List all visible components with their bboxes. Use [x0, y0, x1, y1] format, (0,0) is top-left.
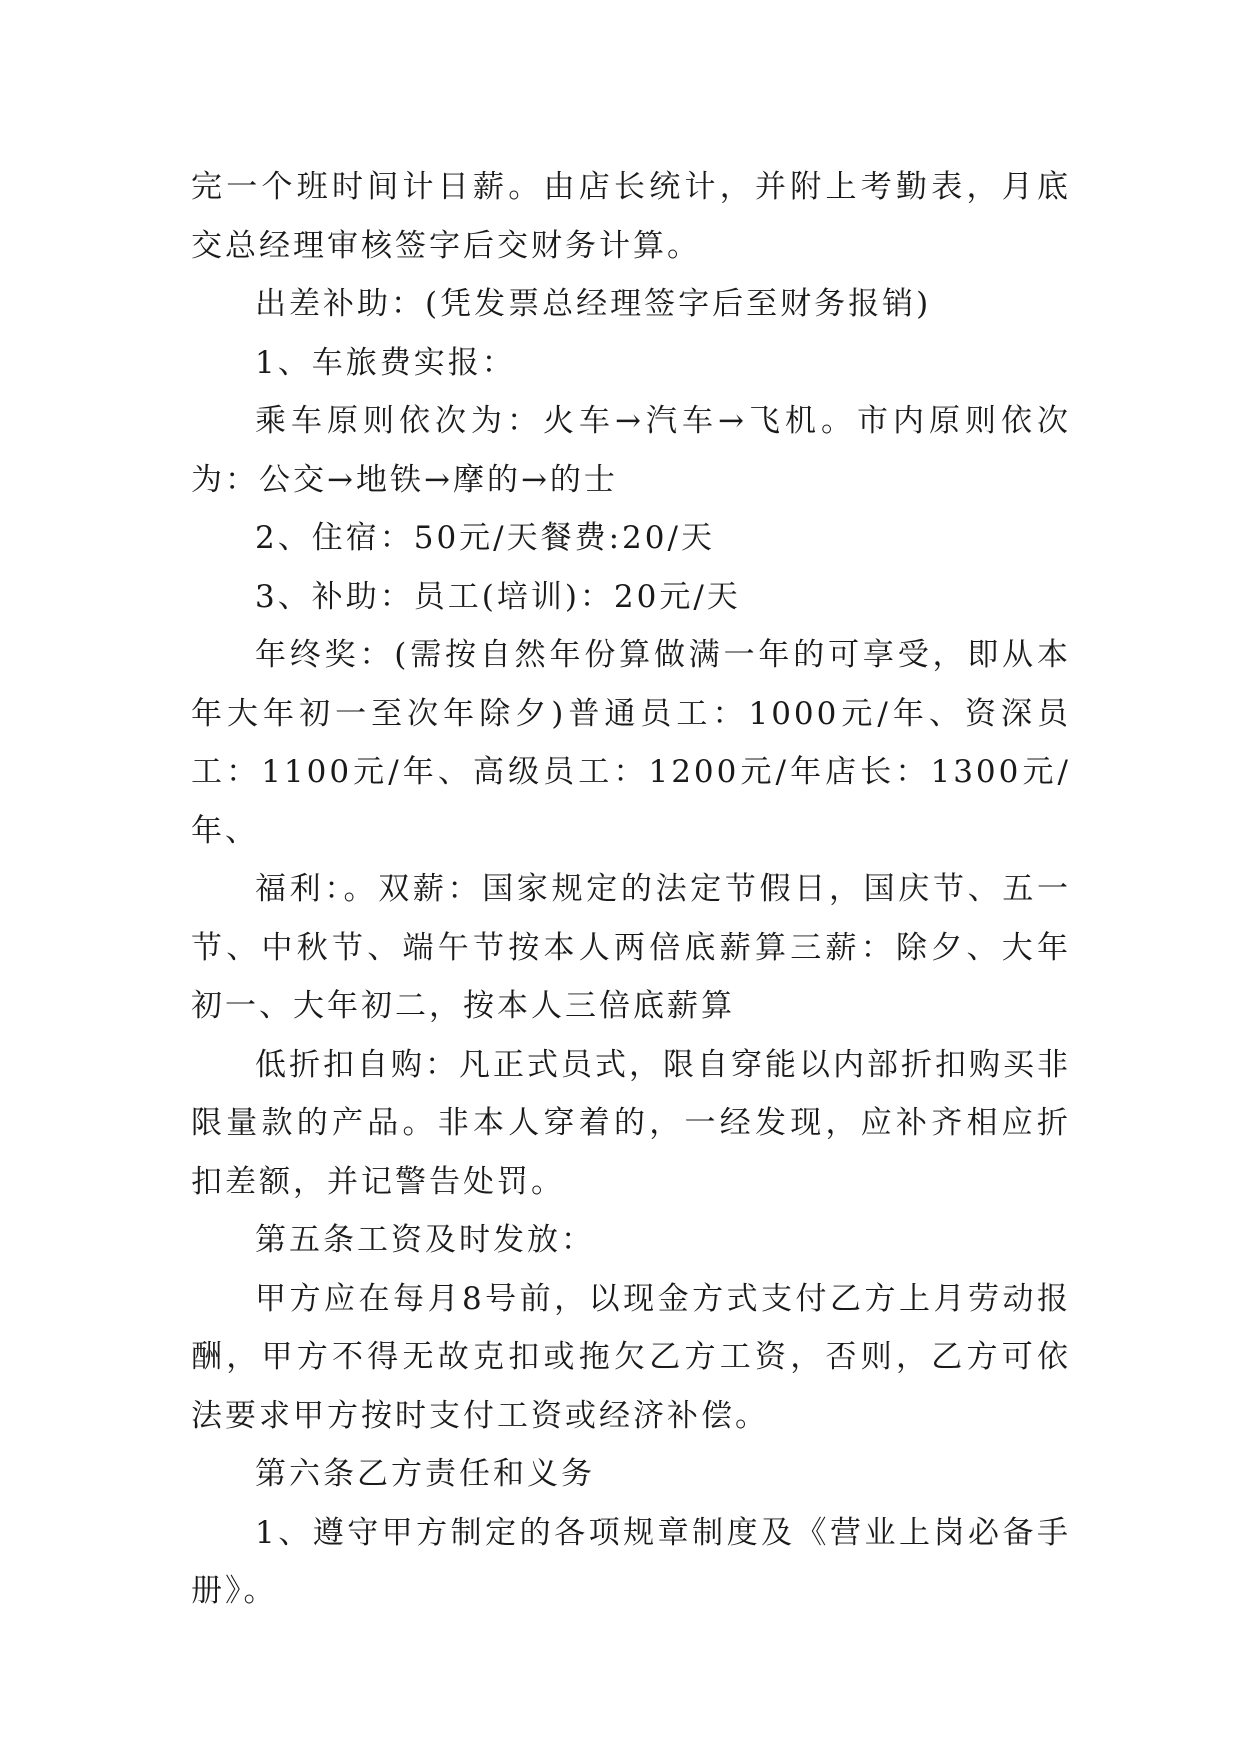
paragraph-year-end-bonus: 年终奖：(需按自然年份算做满一年的可享受，即从本年大年初一至次年除夕)普通员工：1000元/年、资深员工：1100元/年、高级员工：1200元/年店长：1300元/年、 [191, 637, 1071, 849]
paragraph-lodging: 2、住宿：50元/天餐费:20/天 [255, 520, 715, 556]
document-body [191, 158, 1071, 1621]
paragraph-article-five-title: 第五条工资及时发放： [255, 1222, 595, 1258]
paragraph-article-six-title: 第六条乙方责任和义务 [255, 1456, 595, 1492]
paragraph-article-six-item-one: 1、遵守甲方制定的各项规章制度及《营业上岗必备手册》。 [191, 1514, 1071, 1609]
paragraph-transport-rules: 乘车原则依次为：火车→汽车→飞机。市内原则依次为：公交→地铁→摩的→的士 [191, 403, 1071, 498]
paragraph-travel-expense: 1、车旅费实报： [255, 344, 516, 381]
paragraph-article-five-body: 甲方应在每月8号前，以现金方式支付乙方上月劳动报酬，甲方不得无故克扣或拖欠乙方工资，否则，乙方可依法要求甲方按时支付工资或经济补偿。 [191, 1280, 1071, 1434]
paragraph-discount-purchase: 低折扣自购：凡正式员式，限自穿能以内部折扣购买非限量款的产品。非本人穿着的，一经发现，应补齐相应折扣差额，并记警告处罚。 [191, 1046, 1071, 1200]
paragraph-subsidy: 3、补助：员工(培训)：20元/天 [255, 578, 741, 615]
paragraph-welfare: 福利：。双薪：国家规定的法定节假日，国庆节、五一节、中秋节、端午节按本人两倍底薪算三薪：除夕、大年初一、大年初二，按本人三倍底薪算 [191, 871, 1071, 1024]
paragraph-travel-allowance: 出差补助：(凭发票总经理签字后至财务报销) [255, 286, 932, 322]
paragraph-daily-wage: 完一个班时间计日薪。由店长统计，并附上考勤表，月底交总经理审核签字后交财务计算。 [191, 169, 1071, 264]
